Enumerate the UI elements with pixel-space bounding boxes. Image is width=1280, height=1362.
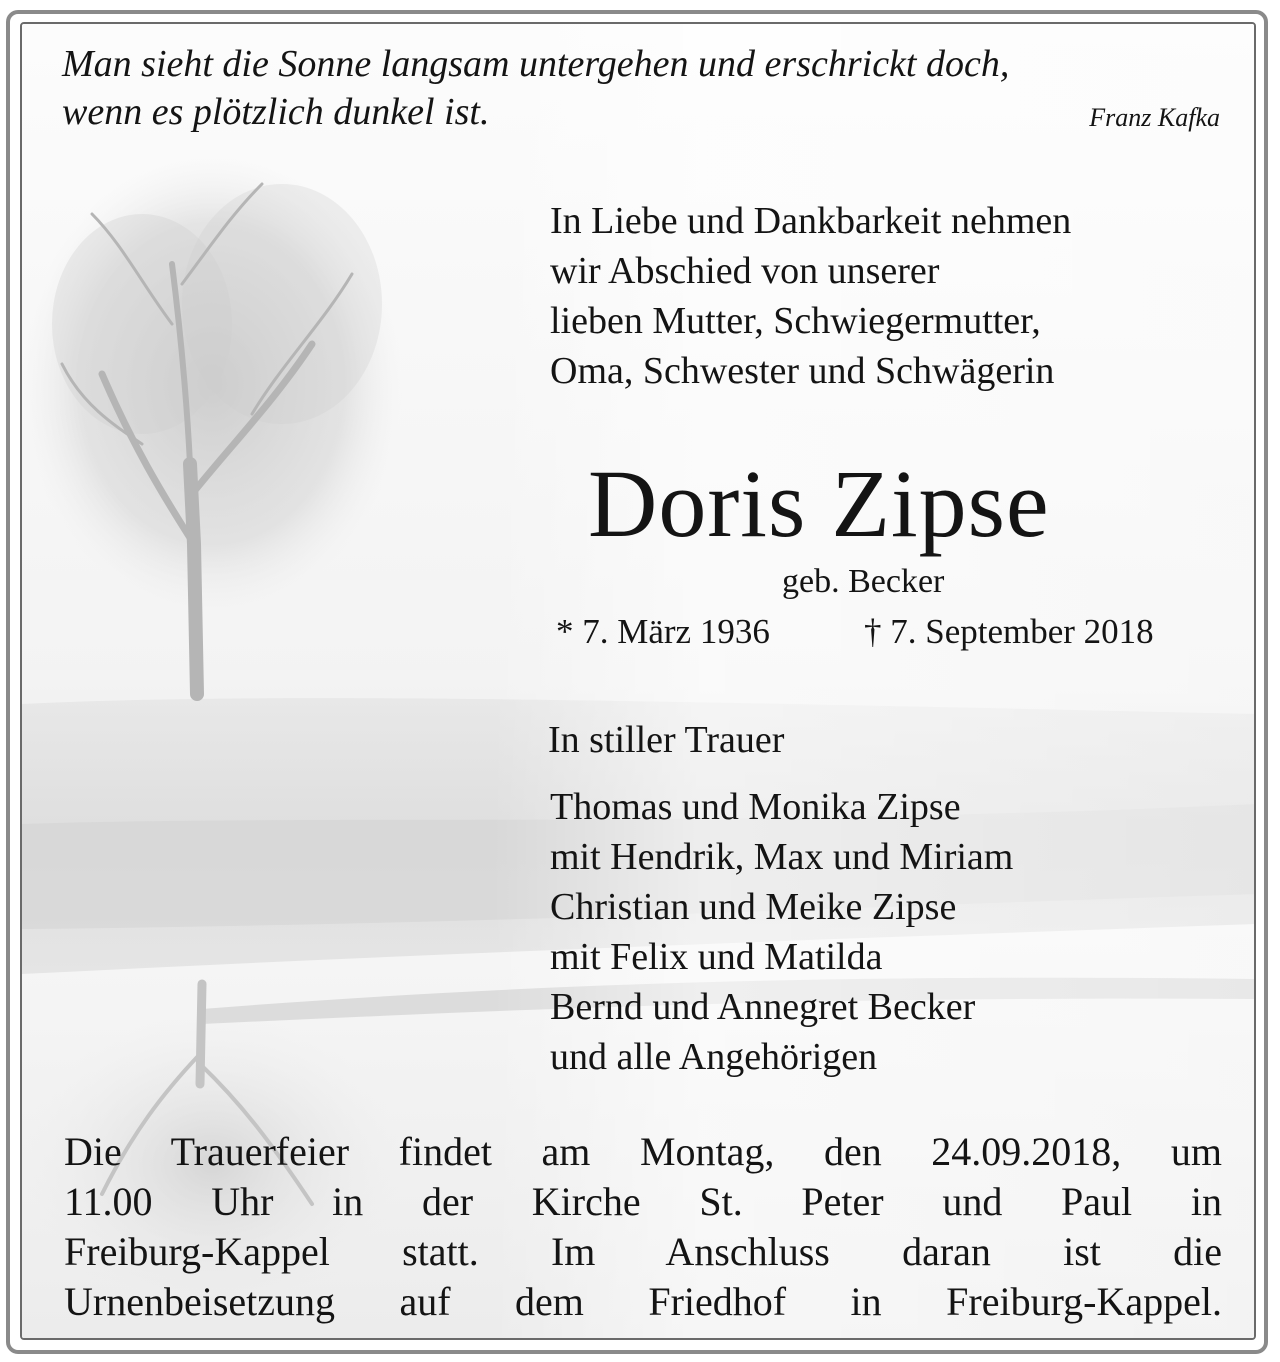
intro-line-1: In Liebe und Dankbarkeit nehmen (550, 200, 1072, 242)
death-date: † 7. September 2018 (864, 612, 1154, 651)
quote-author: Franz Kafka (1089, 103, 1220, 132)
intro-line-2: wir Abschied von unserer (550, 250, 940, 292)
maiden-name: geb. Becker (782, 563, 945, 600)
intro-line-4: Oma, Schwester und Schwägerin (550, 350, 1055, 392)
birth-date: * 7. März 1936 (556, 612, 770, 651)
ceremony-line-2: 11.00 Uhr in der Kirche St. Peter und Paul in (64, 1179, 1222, 1224)
deceased-name: Doris Zipse (588, 450, 1050, 557)
quote-line-1: Man sieht die Sonne langsam untergehen und erschrickt doch, (62, 43, 1010, 85)
quote-line-2: wenn es plötzlich dunkel ist. (62, 91, 490, 133)
mourner-line-6: und alle Angehörigen (550, 1036, 878, 1078)
mourner-line-3: Christian und Meike Zipse (550, 886, 957, 928)
intro-line-3: lieben Mutter, Schwiegermutter, (550, 300, 1041, 342)
ceremony-line-3: Freiburg-Kappel statt. Im Anschluss daran ist die (64, 1229, 1222, 1274)
ceremony-line-4: Urnenbeisetzung auf dem Friedhof in Freiburg-Kappel. (64, 1279, 1222, 1324)
mourner-line-2: mit Hendrik, Max und Miriam (550, 836, 1014, 878)
mourner-line-4: mit Felix und Matilda (550, 936, 883, 978)
mourner-line-1: Thomas und Monika Zipse (550, 786, 961, 828)
ceremony-line-1: Die Trauerfeier findet am Montag, den 24.09.2018, um (64, 1129, 1222, 1174)
mourners-title: In stiller Trauer (548, 719, 785, 761)
mourner-line-5: Bernd und Annegret Becker (550, 986, 976, 1028)
ceremony-paragraph (64, 1127, 1222, 1327)
obituary-card (20, 22, 1256, 1340)
